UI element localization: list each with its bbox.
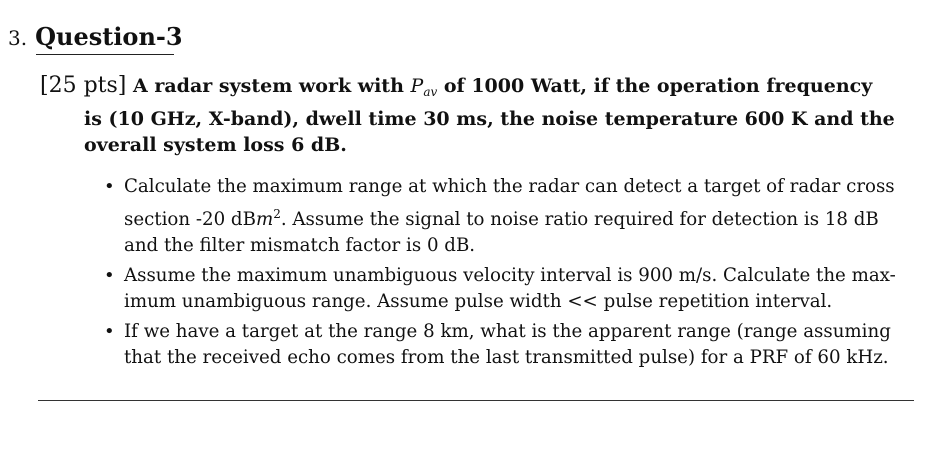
sub-question-1-line-1: Calculate the maximum range at which the radar can detect a target of radar cross bbox=[124, 176, 895, 197]
question-title: Question-3 bbox=[35, 22, 183, 51]
intro-text-1a: A radar system work with bbox=[133, 75, 411, 97]
intro-line-2: is (10 GHz, X-band), dwell time 30 ms, the noise temperature 600 K and the bbox=[84, 107, 895, 130]
power-symbol-base: P bbox=[410, 75, 424, 97]
heading-underline bbox=[36, 54, 174, 55]
intro-line-3: overall system loss 6 dB. bbox=[84, 134, 347, 156]
sub-question-3 bbox=[104, 319, 916, 372]
intro-text-1b: of 1000 Watt, if the operation frequency bbox=[437, 75, 873, 97]
question-number: 3. bbox=[8, 26, 28, 50]
sub-question-3-line-1: If we have a target at the range 8 km, what is the apparent range (range assuming bbox=[124, 320, 891, 342]
bullet-icon: • bbox=[104, 264, 115, 286]
bullet-icon: • bbox=[104, 320, 115, 342]
intro-line-1 bbox=[40, 73, 914, 106]
section-divider bbox=[38, 400, 914, 401]
sub-question-1 bbox=[104, 174, 916, 260]
unit-exponent: 2 bbox=[273, 206, 281, 221]
sub-question-2-line-2: imum unambiguous range. Assume pulse width << pulse repetition interval. bbox=[124, 291, 833, 313]
question-heading bbox=[8, 22, 183, 51]
sub-question-2 bbox=[104, 263, 916, 316]
power-symbol bbox=[411, 75, 438, 97]
sub-question-1-line-3: and the filter mismatch factor is 0 dB. bbox=[124, 235, 476, 257]
sub-question-1-text-2a: section -20 dB bbox=[124, 208, 256, 230]
sub-question-3-line-2: that the received echo comes from the last transmitted pulse) for a PRF of 60 kHz. bbox=[124, 347, 889, 369]
sub-question-list bbox=[104, 174, 916, 375]
question-intro bbox=[40, 73, 914, 159]
sub-question-1-line-2 bbox=[124, 201, 916, 234]
points-label: [25 pts] bbox=[40, 73, 127, 98]
sub-question-2-line-1: Assume the maximum unambiguous velocity interval is 900 m/s. Calculate the max- bbox=[124, 264, 896, 286]
sub-question-1-text-2b: . Assume the signal to noise ratio required for detection is 18 dB bbox=[280, 208, 879, 230]
bullet-icon: • bbox=[104, 176, 115, 197]
unit-m-symbol: m bbox=[255, 208, 274, 230]
power-symbol-subscript: av bbox=[423, 85, 438, 99]
